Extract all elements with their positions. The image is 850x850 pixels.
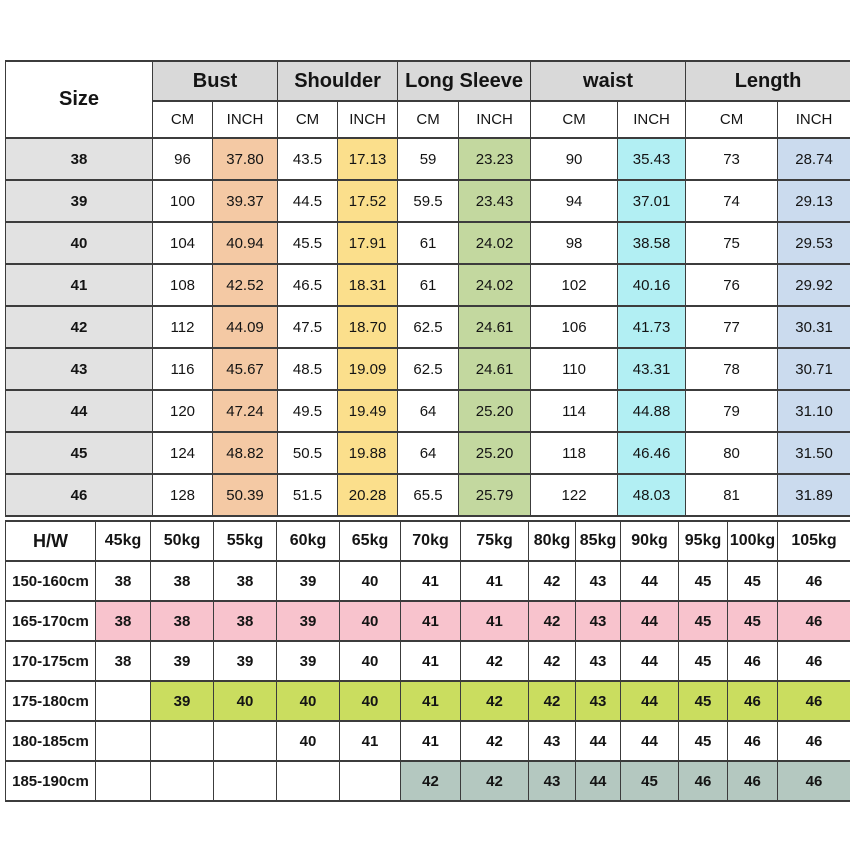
weight-header-cell: 75kg xyxy=(461,521,529,561)
unit-header-cell: INCH xyxy=(213,101,278,138)
size-recommendation-cell: 40 xyxy=(340,561,401,601)
weight-header-cell: 60kg xyxy=(277,521,340,561)
unit-header-cell: INCH xyxy=(338,101,398,138)
size-recommendation-cell: 38 xyxy=(96,601,151,641)
size-recommendation-cell xyxy=(96,721,151,761)
measurement-cell: 79 xyxy=(686,390,778,432)
measurement-cell: 29.13 xyxy=(778,180,850,222)
table-row xyxy=(6,474,850,516)
size-label-cell: 43 xyxy=(6,348,153,390)
measurement-cell: 62.5 xyxy=(398,306,459,348)
size-recommendation-cell: 46 xyxy=(778,601,850,641)
size-recommendation-cell: 43 xyxy=(576,561,621,601)
size-recommendation-cell: 45 xyxy=(679,641,728,681)
measurement-cell: 47.5 xyxy=(278,306,338,348)
measurement-cell: 44.88 xyxy=(618,390,686,432)
size-recommendation-cell: 41 xyxy=(401,641,461,681)
measurement-cell: 74 xyxy=(686,180,778,222)
measurement-cell: 30.31 xyxy=(778,306,850,348)
size-recommendation-cell: 40 xyxy=(277,721,340,761)
measurement-cell: 29.53 xyxy=(778,222,850,264)
size-recommendation-cell: 45 xyxy=(728,561,778,601)
column-group-header: Bust xyxy=(153,61,278,101)
measurement-cell: 110 xyxy=(531,348,618,390)
size-recommendation-cell: 42 xyxy=(529,561,576,601)
measurement-cell: 80 xyxy=(686,432,778,474)
size-recommendation-cell: 39 xyxy=(214,641,277,681)
table-row xyxy=(6,348,850,390)
size-recommendation-cell: 38 xyxy=(96,561,151,601)
size-recommendation-cell: 43 xyxy=(576,641,621,681)
measurement-cell: 31.89 xyxy=(778,474,850,516)
measurement-cell: 39.37 xyxy=(213,180,278,222)
measurement-cell: 30.71 xyxy=(778,348,850,390)
measurement-cell: 94 xyxy=(531,180,618,222)
size-label-cell: 45 xyxy=(6,432,153,474)
size-recommendation-cell: 42 xyxy=(529,681,576,721)
measurement-cell: 61 xyxy=(398,264,459,306)
measurement-cell: 19.49 xyxy=(338,390,398,432)
measurement-cell: 40.94 xyxy=(213,222,278,264)
size-recommendation-cell: 43 xyxy=(576,681,621,721)
size-label-cell: 46 xyxy=(6,474,153,516)
size-recommendation-cell: 40 xyxy=(340,641,401,681)
size-recommendation-cell: 45 xyxy=(679,561,728,601)
size-recommendation-cell xyxy=(96,681,151,721)
size-label-cell: 44 xyxy=(6,390,153,432)
size-recommendation-cell: 46 xyxy=(778,681,850,721)
size-recommendation-cell: 44 xyxy=(621,681,679,721)
size-recommendation-cell xyxy=(96,761,151,801)
size-recommendation-cell: 38 xyxy=(151,561,214,601)
measurement-cell: 24.61 xyxy=(459,348,531,390)
measurement-cell: 112 xyxy=(153,306,213,348)
measurement-group-header-row xyxy=(6,61,850,101)
measurement-cell: 45.67 xyxy=(213,348,278,390)
measurement-cell: 25.20 xyxy=(459,390,531,432)
size-recommendation-cell: 39 xyxy=(277,601,340,641)
height-label-cell: 150-160cm xyxy=(6,561,96,601)
weight-header-cell: 45kg xyxy=(96,521,151,561)
measurement-cell: 48.82 xyxy=(213,432,278,474)
size-recommendation-cell: 42 xyxy=(529,641,576,681)
weight-header-cell: 70kg xyxy=(401,521,461,561)
unit-header-cell: INCH xyxy=(459,101,531,138)
weight-header-cell: 105kg xyxy=(778,521,850,561)
size-recommendation-cell: 45 xyxy=(679,721,728,761)
measurement-cell: 108 xyxy=(153,264,213,306)
size-recommendation-cell: 46 xyxy=(728,761,778,801)
table-row xyxy=(6,180,850,222)
measurement-cell: 20.28 xyxy=(338,474,398,516)
table-row xyxy=(6,641,850,681)
measurement-cell: 75 xyxy=(686,222,778,264)
unit-header-cell: INCH xyxy=(778,101,850,138)
size-recommendation-cell: 39 xyxy=(151,641,214,681)
measurement-cell: 46.5 xyxy=(278,264,338,306)
size-label-cell: 42 xyxy=(6,306,153,348)
measurement-cell: 128 xyxy=(153,474,213,516)
size-recommendation-cell: 42 xyxy=(461,641,529,681)
size-recommendation-cell: 44 xyxy=(621,601,679,641)
size-recommendation-cell: 46 xyxy=(728,681,778,721)
measurement-cell: 29.92 xyxy=(778,264,850,306)
measurement-cell: 43.5 xyxy=(278,138,338,180)
table-row xyxy=(6,432,850,474)
measurement-cell: 17.52 xyxy=(338,180,398,222)
size-recommendation-cell: 43 xyxy=(529,761,576,801)
measurement-cell: 114 xyxy=(531,390,618,432)
size-recommendation-cell: 40 xyxy=(340,681,401,721)
size-header-cell: Size xyxy=(6,61,153,138)
column-group-header: Shoulder xyxy=(278,61,398,101)
size-recommendation-cell: 42 xyxy=(461,761,529,801)
size-label-cell: 38 xyxy=(6,138,153,180)
measurement-cell: 81 xyxy=(686,474,778,516)
measurement-cell: 19.09 xyxy=(338,348,398,390)
unit-header-cell: CM xyxy=(398,101,459,138)
measurement-cell: 37.01 xyxy=(618,180,686,222)
size-recommendation-cell xyxy=(151,761,214,801)
size-recommendation-cell: 39 xyxy=(277,561,340,601)
measurement-cell: 124 xyxy=(153,432,213,474)
measurement-cell: 96 xyxy=(153,138,213,180)
weight-header-cell: 80kg xyxy=(529,521,576,561)
measurement-cell: 122 xyxy=(531,474,618,516)
size-recommendation-cell: 39 xyxy=(277,641,340,681)
size-recommendation-cell: 43 xyxy=(576,601,621,641)
size-recommendation-cell: 45 xyxy=(679,681,728,721)
table-row xyxy=(6,681,850,721)
measurement-cell: 120 xyxy=(153,390,213,432)
height-label-cell: 165-170cm xyxy=(6,601,96,641)
height-label-cell: 170-175cm xyxy=(6,641,96,681)
measurement-cell: 48.5 xyxy=(278,348,338,390)
size-label-cell: 41 xyxy=(6,264,153,306)
measurement-cell: 51.5 xyxy=(278,474,338,516)
size-recommendation-cell: 41 xyxy=(401,561,461,601)
column-group-header: waist xyxy=(531,61,686,101)
table-row xyxy=(6,390,850,432)
measurement-cell: 17.13 xyxy=(338,138,398,180)
measurement-cell: 23.23 xyxy=(459,138,531,180)
weight-header-row xyxy=(6,521,850,561)
table-row xyxy=(6,761,850,801)
table-row xyxy=(6,138,850,180)
measurement-cell: 37.80 xyxy=(213,138,278,180)
unit-header-cell: INCH xyxy=(618,101,686,138)
table-row xyxy=(6,306,850,348)
size-recommendation-cell: 38 xyxy=(214,601,277,641)
height-label-cell: 180-185cm xyxy=(6,721,96,761)
measurement-cell: 49.5 xyxy=(278,390,338,432)
weight-header-cell: 65kg xyxy=(340,521,401,561)
height-weight-table xyxy=(5,520,850,802)
measurement-cell: 18.70 xyxy=(338,306,398,348)
size-recommendation-cell: 44 xyxy=(621,641,679,681)
size-recommendation-cell xyxy=(340,761,401,801)
measurement-cell: 106 xyxy=(531,306,618,348)
table-row xyxy=(6,721,850,761)
measurement-cell: 40.16 xyxy=(618,264,686,306)
measurement-cell: 44.09 xyxy=(213,306,278,348)
measurement-cell: 47.24 xyxy=(213,390,278,432)
measurement-cell: 64 xyxy=(398,390,459,432)
measurement-cell: 62.5 xyxy=(398,348,459,390)
measurement-cell: 78 xyxy=(686,348,778,390)
measurement-cell: 48.03 xyxy=(618,474,686,516)
size-recommendation-cell: 45 xyxy=(679,601,728,641)
size-label-cell: 39 xyxy=(6,180,153,222)
size-recommendation-cell: 46 xyxy=(728,641,778,681)
table-row xyxy=(6,601,850,641)
measurement-cell: 90 xyxy=(531,138,618,180)
size-label-cell: 40 xyxy=(6,222,153,264)
size-recommendation-cell: 41 xyxy=(461,601,529,641)
size-recommendation-cell: 41 xyxy=(401,681,461,721)
unit-header-cell: CM xyxy=(153,101,213,138)
measurement-cell: 18.31 xyxy=(338,264,398,306)
table-row xyxy=(6,222,850,264)
measurement-cell: 118 xyxy=(531,432,618,474)
size-recommendation-cell: 45 xyxy=(728,601,778,641)
measurement-cell: 102 xyxy=(531,264,618,306)
size-recommendation-cell: 40 xyxy=(277,681,340,721)
size-recommendation-cell: 46 xyxy=(778,641,850,681)
size-recommendation-cell xyxy=(214,761,277,801)
height-label-cell: 185-190cm xyxy=(6,761,96,801)
unit-header-cell: CM xyxy=(531,101,618,138)
measurement-cell: 46.46 xyxy=(618,432,686,474)
column-group-header: Long Sleeve xyxy=(398,61,531,101)
measurement-cell: 25.79 xyxy=(459,474,531,516)
measurement-cell: 19.88 xyxy=(338,432,398,474)
measurement-cell: 31.10 xyxy=(778,390,850,432)
size-recommendation-cell xyxy=(214,721,277,761)
size-recommendation-cell: 38 xyxy=(151,601,214,641)
size-recommendation-cell: 41 xyxy=(340,721,401,761)
measurement-cell: 42.52 xyxy=(213,264,278,306)
size-recommendation-cell: 44 xyxy=(621,721,679,761)
size-recommendation-cell: 42 xyxy=(461,721,529,761)
measurement-table xyxy=(5,60,850,517)
column-group-header: Length xyxy=(686,61,850,101)
weight-header-cell: 50kg xyxy=(151,521,214,561)
size-recommendation-cell: 44 xyxy=(576,721,621,761)
height-weight-header-cell: H/W xyxy=(6,521,96,561)
measurement-cell: 59 xyxy=(398,138,459,180)
size-recommendation-cell: 46 xyxy=(679,761,728,801)
measurement-cell: 65.5 xyxy=(398,474,459,516)
measurement-cell: 44.5 xyxy=(278,180,338,222)
size-recommendation-cell: 44 xyxy=(621,561,679,601)
size-recommendation-cell: 40 xyxy=(340,601,401,641)
unit-header-cell: CM xyxy=(278,101,338,138)
measurement-cell: 64 xyxy=(398,432,459,474)
weight-header-cell: 55kg xyxy=(214,521,277,561)
size-recommendation-cell: 43 xyxy=(529,721,576,761)
weight-header-cell: 85kg xyxy=(576,521,621,561)
size-recommendation-cell: 42 xyxy=(401,761,461,801)
measurement-cell: 35.43 xyxy=(618,138,686,180)
table-row xyxy=(6,264,850,306)
measurement-cell: 31.50 xyxy=(778,432,850,474)
measurement-cell: 41.73 xyxy=(618,306,686,348)
height-label-cell: 175-180cm xyxy=(6,681,96,721)
size-recommendation-cell: 38 xyxy=(214,561,277,601)
size-recommendation-cell xyxy=(277,761,340,801)
measurement-cell: 100 xyxy=(153,180,213,222)
measurement-cell: 43.31 xyxy=(618,348,686,390)
measurement-cell: 98 xyxy=(531,222,618,264)
measurement-cell: 45.5 xyxy=(278,222,338,264)
size-recommendation-cell: 44 xyxy=(576,761,621,801)
size-recommendation-cell: 41 xyxy=(401,601,461,641)
measurement-cell: 116 xyxy=(153,348,213,390)
size-recommendation-cell: 46 xyxy=(728,721,778,761)
measurement-cell: 38.58 xyxy=(618,222,686,264)
measurement-cell: 24.61 xyxy=(459,306,531,348)
weight-header-cell: 100kg xyxy=(728,521,778,561)
table-row xyxy=(6,561,850,601)
measurement-cell: 61 xyxy=(398,222,459,264)
measurement-cell: 17.91 xyxy=(338,222,398,264)
size-recommendation-cell xyxy=(151,721,214,761)
measurement-cell: 77 xyxy=(686,306,778,348)
height-weight-table-body xyxy=(6,561,850,801)
measurement-cell: 59.5 xyxy=(398,180,459,222)
measurement-cell: 73 xyxy=(686,138,778,180)
size-recommendation-cell: 42 xyxy=(461,681,529,721)
size-recommendation-cell: 38 xyxy=(96,641,151,681)
measurement-cell: 28.74 xyxy=(778,138,850,180)
measurement-cell: 23.43 xyxy=(459,180,531,222)
measurement-cell: 76 xyxy=(686,264,778,306)
unit-header-cell: CM xyxy=(686,101,778,138)
weight-header-cell: 95kg xyxy=(679,521,728,561)
size-recommendation-cell: 39 xyxy=(151,681,214,721)
measurement-cell: 50.39 xyxy=(213,474,278,516)
measurement-cell: 50.5 xyxy=(278,432,338,474)
size-recommendation-cell: 46 xyxy=(778,561,850,601)
size-recommendation-cell: 41 xyxy=(461,561,529,601)
measurement-cell: 24.02 xyxy=(459,222,531,264)
size-recommendation-cell: 46 xyxy=(778,721,850,761)
measurement-cell: 25.20 xyxy=(459,432,531,474)
measurement-cell: 104 xyxy=(153,222,213,264)
size-recommendation-cell: 41 xyxy=(401,721,461,761)
size-recommendation-cell: 45 xyxy=(621,761,679,801)
size-recommendation-cell: 42 xyxy=(529,601,576,641)
size-recommendation-cell: 40 xyxy=(214,681,277,721)
size-recommendation-cell: 46 xyxy=(778,761,850,801)
weight-header-cell: 90kg xyxy=(621,521,679,561)
measurement-cell: 24.02 xyxy=(459,264,531,306)
measurement-table-body xyxy=(6,138,850,516)
